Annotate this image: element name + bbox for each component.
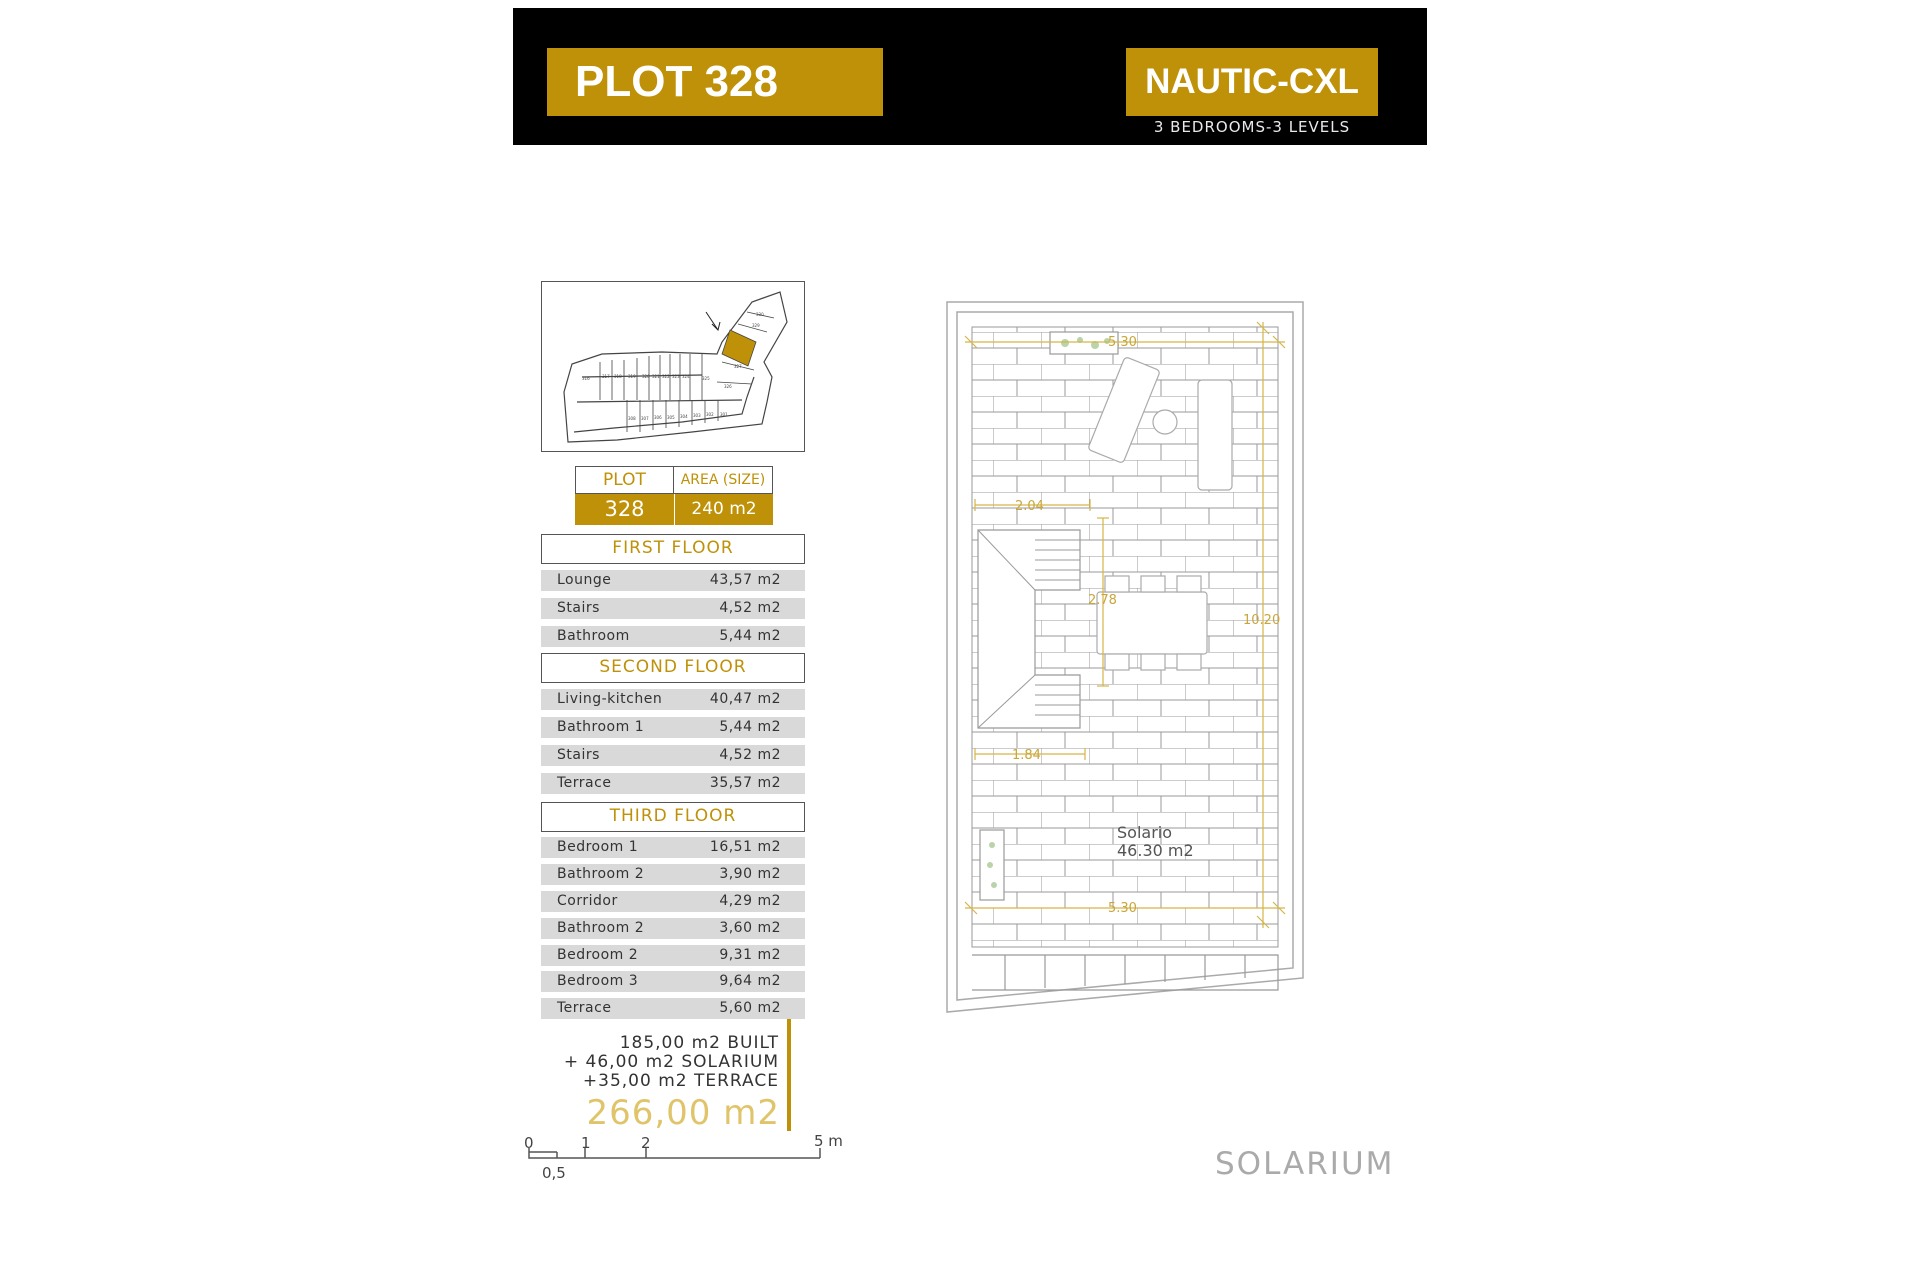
room-area: 16,51 m2 (709, 839, 781, 855)
svg-text:317: 317 (602, 374, 610, 379)
room-name: Stairs (557, 747, 600, 763)
room-name: Lounge (557, 572, 612, 588)
room-name: Bedroom 2 (557, 947, 639, 963)
plot-header: PLOT (575, 466, 674, 494)
svg-text:302: 302 (706, 412, 714, 417)
dim-height: 10.20 (1243, 613, 1281, 628)
room-area: 43,57 m2 (709, 572, 781, 588)
scale-label-5: 5 m (814, 1132, 843, 1150)
svg-text:321: 321 (652, 374, 660, 379)
room-area: 4,52 m2 (719, 600, 781, 616)
scale-label-0: 0 (524, 1134, 534, 1152)
table-row (541, 864, 805, 885)
plan-caption: SOLARIUM (1215, 1146, 1395, 1182)
room-name: Bathroom 1 (557, 719, 645, 735)
table-row (541, 971, 805, 992)
svg-text:319: 319 (628, 374, 636, 379)
floor-title: THIRD FLOOR (541, 802, 805, 832)
svg-text:322: 322 (662, 374, 670, 379)
table-row (541, 598, 805, 619)
table-row (541, 717, 805, 738)
svg-text:324: 324 (682, 374, 690, 379)
room-area: 35,57 m2 (709, 775, 781, 791)
table-row (541, 891, 805, 912)
floor-title: SECOND FLOOR (541, 653, 805, 683)
svg-text:330: 330 (756, 312, 764, 317)
room-area: 4,52 m2 (719, 747, 781, 763)
table-row (541, 626, 805, 647)
floor-title: FIRST FLOOR (541, 534, 805, 564)
room-area: 4,29 m2 (719, 893, 781, 909)
room-label: Solario (1117, 823, 1173, 842)
svg-text:326: 326 (724, 384, 732, 389)
room-area: 40,47 m2 (709, 691, 781, 707)
room-area: 5,44 m2 (719, 628, 781, 644)
svg-text:320: 320 (642, 374, 650, 379)
solarium-floor-plan (945, 300, 1305, 1020)
room-area: 9,64 m2 (719, 973, 781, 989)
svg-text:318: 318 (614, 374, 622, 379)
dim-stair: 2.78 (1088, 593, 1117, 608)
scale-sub-label: 0,5 (542, 1164, 566, 1182)
room-name: Bathroom 2 (557, 920, 645, 936)
dim-left-lower: 1.84 (1012, 748, 1041, 763)
room-area: 5,60 m2 (719, 1000, 781, 1016)
room-name: Bathroom 2 (557, 866, 645, 882)
svg-text:306: 306 (654, 415, 662, 420)
table-row (541, 998, 805, 1019)
svg-text:323: 323 (672, 374, 680, 379)
scale-label-1: 1 (581, 1134, 591, 1152)
area-header: AREA (SIZE) (674, 466, 773, 494)
table-row (541, 945, 805, 966)
svg-text:301: 301 (720, 412, 728, 417)
svg-text:307: 307 (641, 416, 649, 421)
site-map-drawing (542, 282, 804, 451)
totals-accent-bar (787, 1019, 791, 1131)
room-name: Terrace (557, 1000, 612, 1016)
plot-area: 240 m2 (674, 494, 773, 525)
room-area: 9,31 m2 (719, 947, 781, 963)
room-name: Stairs (557, 600, 600, 616)
table-row (541, 773, 805, 794)
total-area: 266,00 m2 (586, 1093, 780, 1133)
svg-text:329: 329 (752, 323, 760, 328)
model-name: NAUTIC-CXL (1126, 48, 1378, 116)
room-area: 3,90 m2 (719, 866, 781, 882)
room-area: 5,44 m2 (719, 719, 781, 735)
scale-bar (520, 1128, 860, 1188)
svg-text:305: 305 (667, 415, 675, 420)
svg-text:316: 316 (582, 376, 590, 381)
room-name: Corridor (557, 893, 618, 909)
svg-text:303: 303 (693, 413, 701, 418)
svg-text:327: 327 (734, 364, 742, 369)
table-row (541, 745, 805, 766)
table-row (541, 918, 805, 939)
site-map (541, 281, 805, 452)
model-subtitle: 3 BEDROOMS-3 LEVELS (1153, 118, 1351, 136)
plot-number: 328 (575, 494, 674, 525)
room-name: Bedroom 1 (557, 839, 639, 855)
svg-text:325: 325 (702, 376, 710, 381)
plot-title: PLOT 328 (547, 48, 883, 116)
room-name: Terrace (557, 775, 612, 791)
table-row (541, 689, 805, 710)
dim-top: 5.30 (1108, 335, 1137, 350)
total-built: 185,00 m2 BUILT (619, 1033, 779, 1053)
scale-label-2: 2 (641, 1134, 651, 1152)
total-solarium: + 46,00 m2 SOLARIUM (563, 1052, 779, 1072)
table-row (541, 570, 805, 591)
room-name: Living-kitchen (557, 691, 663, 707)
room-area-label: 46.30 m2 (1117, 841, 1194, 860)
dim-left-upper: 2.04 (1015, 499, 1044, 514)
dim-bottom: 5.30 (1108, 901, 1137, 916)
table-row (541, 837, 805, 858)
svg-text:304: 304 (680, 414, 688, 419)
svg-text:308: 308 (628, 416, 636, 421)
room-name: Bathroom (557, 628, 630, 644)
total-terrace: +35,00 m2 TERRACE (582, 1071, 779, 1091)
room-area: 3,60 m2 (719, 920, 781, 936)
room-name: Bedroom 3 (557, 973, 639, 989)
